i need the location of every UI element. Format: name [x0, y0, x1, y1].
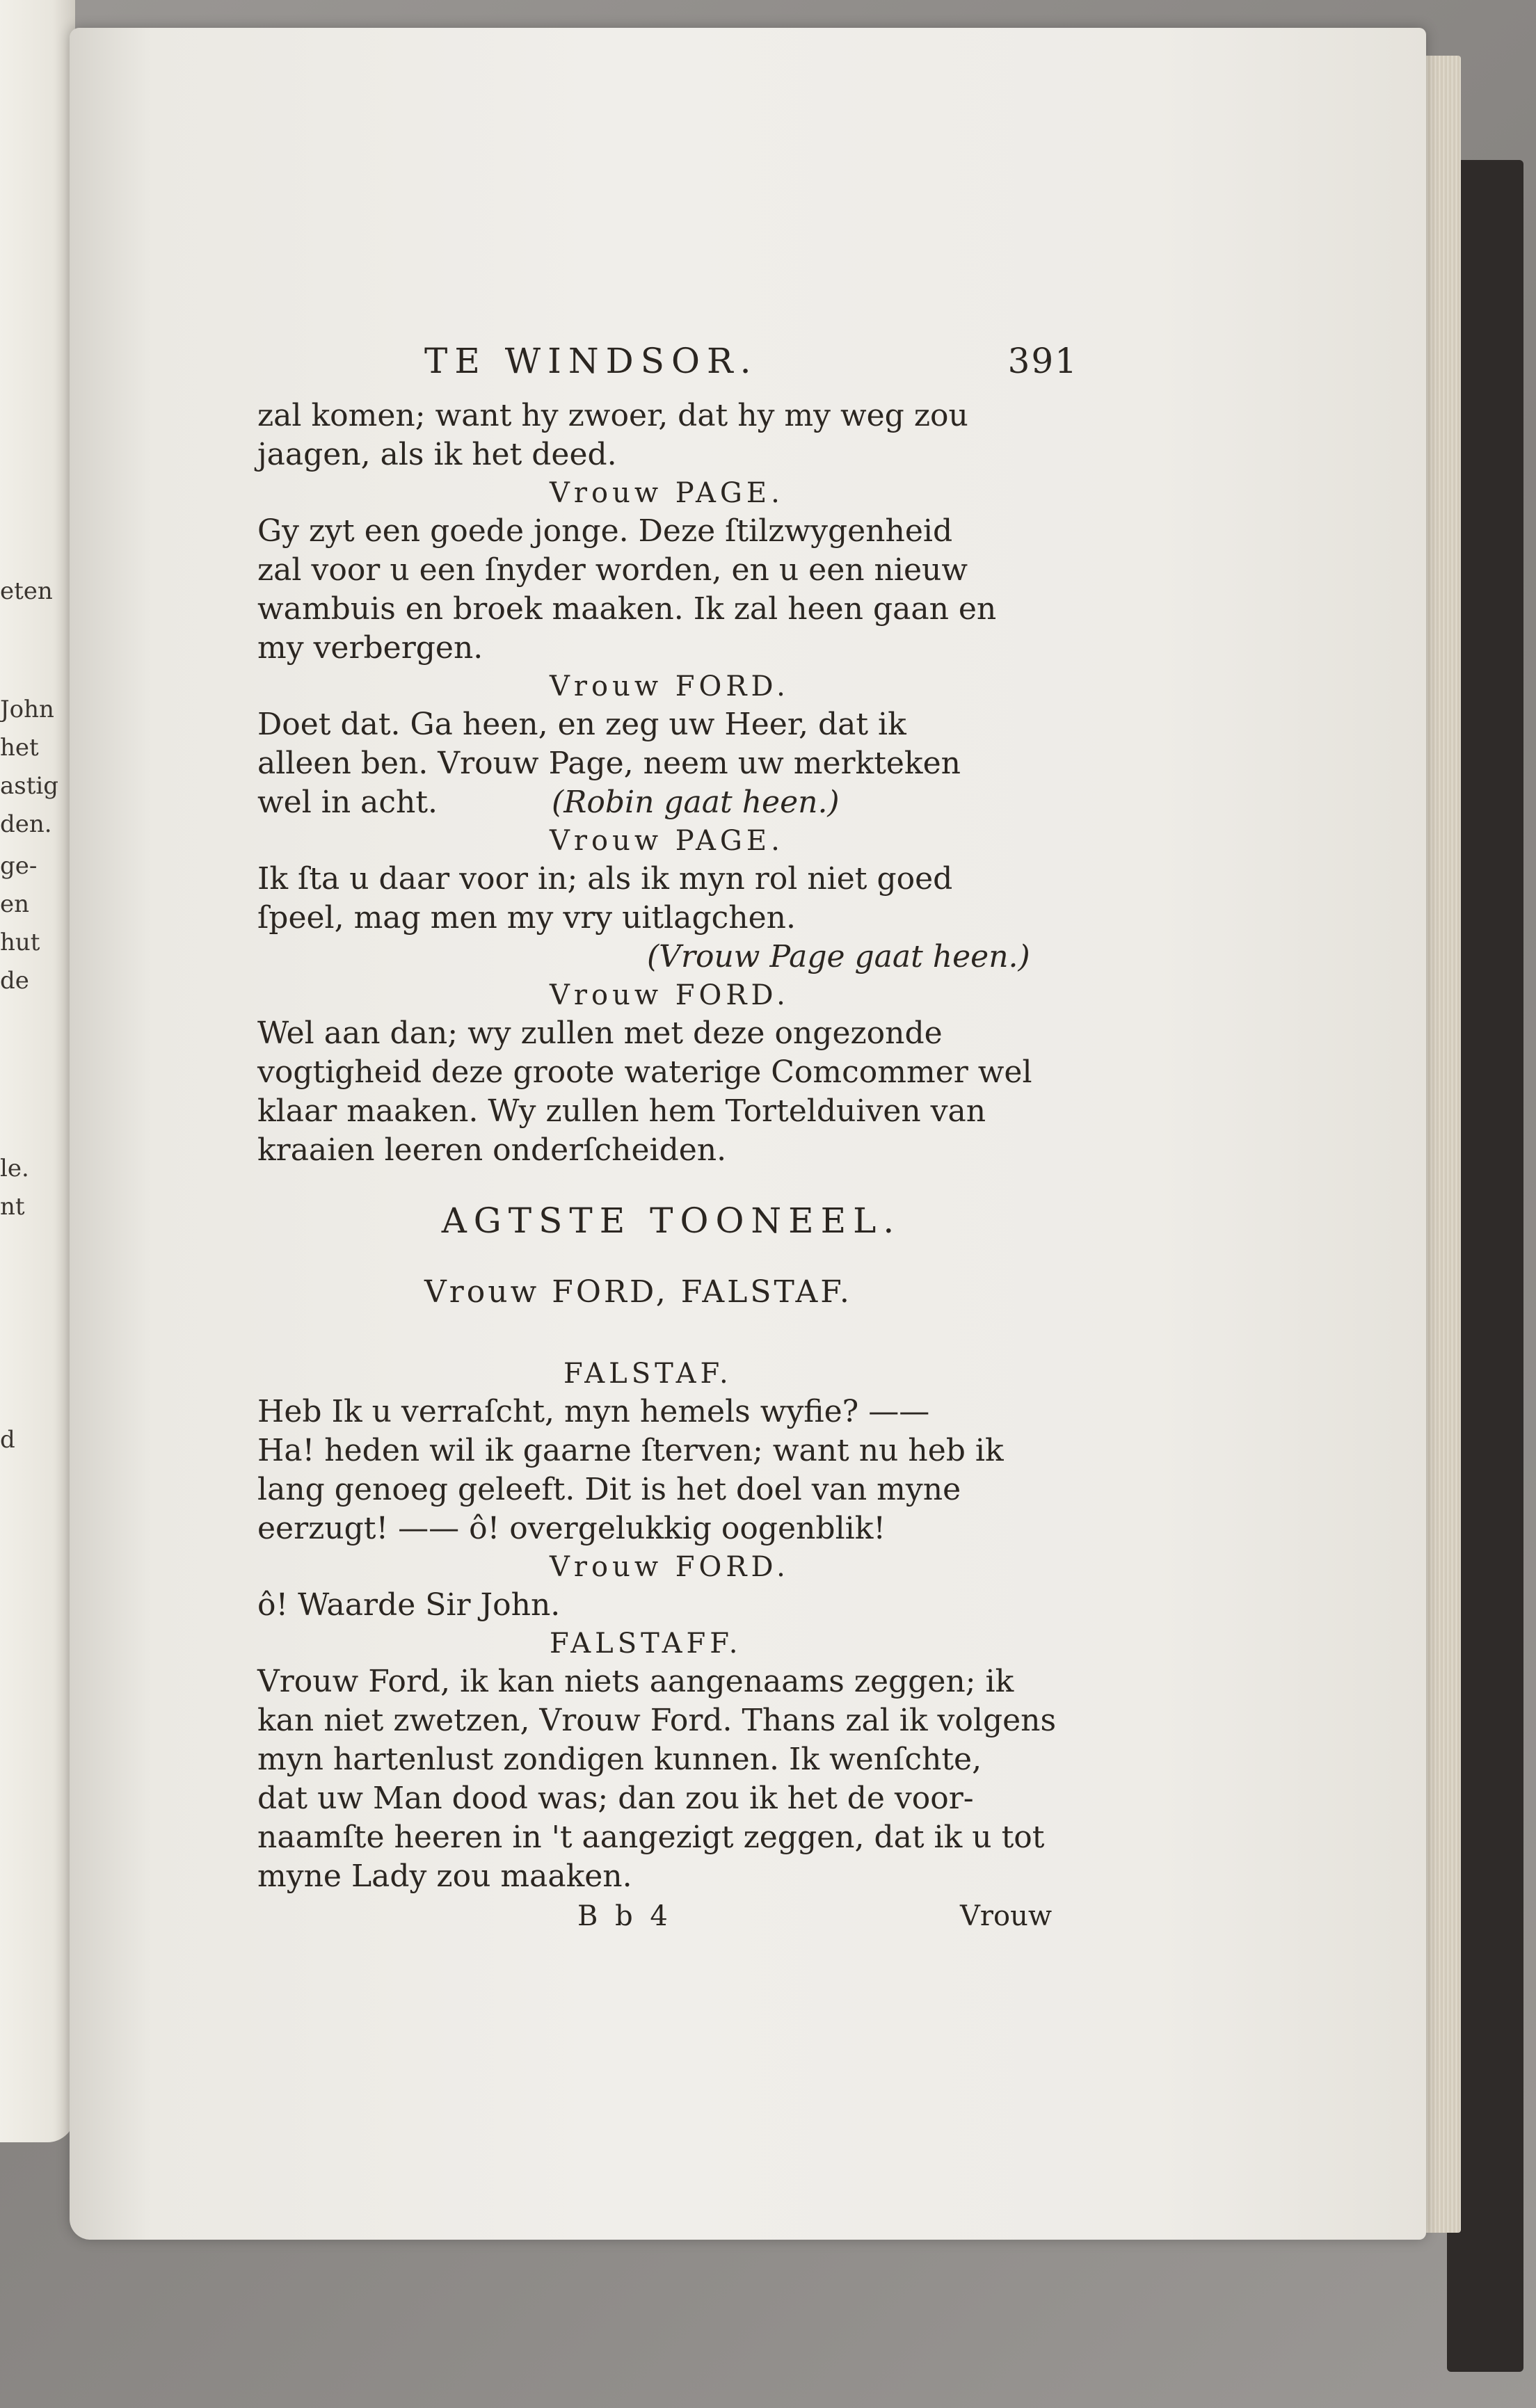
speaker-name: FALSTAF.: [563, 1358, 733, 1390]
speaker-name: Vrouw FORD.: [550, 979, 790, 1011]
text-line: zal komen; want hy zwoer, dat hy my weg zou: [257, 398, 968, 433]
text-line: Ik ſta u daar voor in; als ik myn rol niet goed: [257, 861, 953, 897]
left-fragment: en: [0, 890, 30, 918]
left-fragment: le.: [0, 1155, 29, 1182]
text-line: dat uw Man dood was; dan zou ik het de voor-: [257, 1781, 974, 1816]
text-line: my verbergen.: [257, 630, 483, 666]
text-line: alleen ben. Vrouw Page, neem uw merkteken: [257, 746, 961, 781]
stage-direction: (Vrouw Page gaat heen.): [647, 939, 1030, 974]
text-line: eerzugt! —— ô! overgelukkig oogenblik!: [257, 1511, 886, 1546]
text-line: Wel aan dan; wy zullen met deze ongezonde: [257, 1016, 943, 1051]
left-fragment: ge-: [0, 852, 38, 880]
line-text: wel in acht.: [257, 785, 438, 820]
text-line: jaagen, als ik het deed.: [257, 437, 617, 472]
text-line: Gy zyt een goede jonge. Deze ſtilzwygenheid: [257, 513, 953, 549]
running-title: TE WINDSOR.: [424, 341, 758, 381]
catchword: Vrouw: [960, 1900, 1053, 1932]
signature-mark: B b 4: [577, 1900, 672, 1932]
text-line: lang genoeg geleeft. Dit is het doel van myne: [257, 1472, 961, 1507]
page-text: [257, 327, 1085, 1942]
running-head: [257, 327, 1085, 396]
book-page: [70, 28, 1426, 2240]
speaker-name: FALSTAFF.: [550, 1628, 742, 1660]
text-line: myne Lady zou maaken.: [257, 1859, 632, 1894]
left-page: [0, 0, 75, 2142]
text-line: wambuis en broek maaken. Ik zal heen gaan en: [257, 591, 997, 627]
page-number: 391: [1007, 341, 1078, 381]
left-fragment: het: [0, 734, 39, 762]
text-line: [257, 783, 1085, 822]
text-line: kraaien leeren onderſcheiden.: [257, 1132, 727, 1168]
left-fragment: de: [0, 967, 29, 995]
text-line: Heb Ik u verraſcht, myn hemels wyfie? ——: [257, 1394, 930, 1429]
text-line: Ha! heden wil ik gaarne ſterven; want nu heb ik: [257, 1433, 1004, 1468]
text-line: myn hartenlust zondigen kunnen. Ik wenſchte,: [257, 1742, 982, 1777]
text-line: Doet dat. Ga heen, en zeg uw Heer, dat ik: [257, 707, 906, 742]
speaker-name: Vrouw PAGE.: [550, 825, 784, 857]
text-line: zal voor u een ſnyder worden, en u een nieuw: [257, 552, 968, 588]
text-line: klaar maaken. Wy zullen hem Tortelduiven van: [257, 1093, 986, 1129]
page-footer: [257, 1900, 1085, 1942]
text-line: naamſte heeren in 't aangezigt zeggen, dat ik u tot: [257, 1820, 1045, 1855]
text-line: ſpeel, mag men my vry uitlagchen.: [257, 900, 796, 936]
left-fragment: d: [0, 1426, 15, 1454]
left-fragment: hut: [0, 929, 40, 956]
left-fragment: den.: [0, 810, 52, 838]
text-line: ô! Waarde Sir John.: [257, 1587, 561, 1623]
speaker-name: Vrouw PAGE.: [550, 477, 784, 509]
scene-title: AGTSTE TOONEEL.: [441, 1201, 902, 1241]
text-line: vogtigheid deze groote waterige Comcommer wel: [257, 1054, 1032, 1090]
speaker-name: Vrouw FORD.: [550, 1551, 790, 1583]
left-fragment: nt: [0, 1193, 25, 1221]
scene-cast: Vrouw FORD, FALSTAF.: [424, 1274, 852, 1310]
text-line: kan niet zwetzen, Vrouw Ford. Thans zal ik volgens: [257, 1703, 1057, 1738]
speaker-name: Vrouw FORD.: [550, 671, 790, 703]
stage-direction: (Robin gaat heen.): [552, 785, 840, 820]
left-fragment: John: [0, 696, 54, 723]
left-fragment: eten: [0, 577, 53, 605]
text-line: Vrouw Ford, ik kan niets aangenaams zeggen; ik: [257, 1664, 1014, 1699]
left-fragment: astig: [0, 772, 59, 800]
